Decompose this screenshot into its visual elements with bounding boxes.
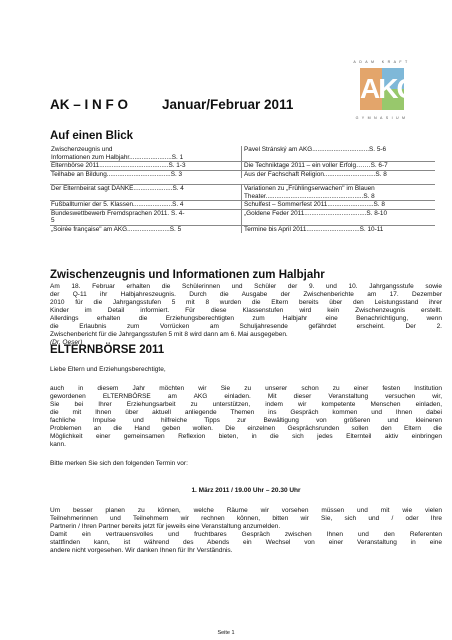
overview-cell-left: Zwischenzeugnis und	[50, 146, 242, 154]
text-line: andere nicht vorgesehen. Wir danken Ihnen für Ihr Verständnis.	[50, 547, 233, 554]
overview-cell-left: 5	[50, 217, 242, 225]
text-line: die Erlaubnis zum Vorrücken am Schuljahresende gefährdet erscheint. Der 2.	[50, 323, 442, 330]
section-zwischenzeugnis-body	[50, 283, 442, 347]
overview-row	[50, 225, 435, 234]
text-line: Damit ein vertrauensvolles und fruchtbares Gespräch zwischen Ihnen und den Referenten	[50, 531, 442, 538]
overview-row	[50, 193, 435, 201]
overview-cell-right: Variationen zu „Frühlingserwachen" im Blauen	[244, 185, 375, 192]
text-line: fachliche Impulse und hilfreiche Tipps zur Bewältigung von größeren und kleineren	[50, 417, 442, 424]
text-line: der Q-11 ihr Halbjahreszeugnis. Durch die Ausgabe der Zwischenberichte am 17. Dezember	[50, 291, 442, 298]
overview-cell-right: Termine bis April 2011..............................S. 10-11	[244, 225, 384, 233]
overview-row	[50, 209, 435, 218]
overview-cell-left: Der Elternbeirat sagt DANKE......................S. 4	[50, 185, 242, 193]
text-line: die mit Ihnen über aktuell anliegende Themen ins Gespräch kommen und Ihnen dabei	[50, 409, 442, 416]
overview-cell-right: Aus der Fachschaft Religion.............................S. 8	[244, 170, 387, 178]
overview-cell-left: Elternbörse 2011.......................................S. 1-3	[50, 162, 242, 170]
overview-cell-right: Die Techniktage 2011 – ein voller Erfolg…….S. 6-7	[244, 162, 388, 169]
section-elternboerse-closing	[50, 507, 442, 555]
overview-row	[50, 170, 435, 179]
text-line: kann.	[50, 441, 66, 448]
newsletter-name: AK – I N F O	[50, 97, 129, 112]
text-line: Kinder im Detail informiert. Für diese Klassenstufen wird kein Zwischenzeugnis erstellt.	[50, 307, 442, 314]
overview-cell-left: „Soirée française" am AKG........................S. 5	[50, 226, 242, 234]
logo-letters: AKG	[360, 73, 417, 104]
section-elternboerse-body	[50, 385, 442, 449]
text-line: auch in diesem Jahr möchten wir Sie zu unserer schon zu einer festen Institution	[50, 385, 442, 392]
text-line: Sie bei Ihrer Erziehungsarbeit zu unterstützen, indem wir kompetente Menschen einladen,	[50, 401, 442, 408]
overview-row	[50, 146, 435, 154]
text-line: Um besser planen zu können, welche Räume wir vorsehen müssen und mit wie vielen	[50, 507, 442, 514]
section-heading-zwischenzeugnis: Zwischenzeugnis und Informationen zum Halbjahr	[50, 269, 325, 281]
overview-row	[50, 184, 435, 193]
overview-cell-left	[50, 193, 242, 201]
text-line: Möglichkeit einer gemeinsamen Reflexion bieten, in die sich jedes Elternteil aktiv einbringen	[50, 433, 442, 440]
newsletter-issue: Januar/Februar 2011	[162, 97, 294, 112]
overview-cell-right: Pavel Stránský am AKG................................S. 5-6	[244, 146, 387, 153]
overview-cell-left: Bundeswettbewerb Fremdsprachen 2011. S. 4-	[50, 210, 242, 218]
overview-cell-left: Teilhabe an Bildung....................................S. 3	[50, 171, 242, 179]
overview-cell-left: Fußballturnier der 5. Klassen......................S. 4	[50, 201, 242, 209]
greeting: Liebe Eltern und Erziehungsberechtigte,	[50, 366, 166, 373]
overview-row	[50, 200, 435, 209]
logo-top-text: ADAM KRAFT	[353, 60, 411, 64]
event-date: 1. März 2011 / 19.00 Uhr – 20.30 Uhr	[191, 487, 301, 494]
school-logo	[346, 60, 418, 120]
logo-mark	[360, 68, 417, 110]
text-line: gewordenen ELTERNBÖRSE am AKG einladen. Mit dieser Veranstaltung versuchen wir,	[50, 393, 442, 400]
text-line: Teilnehmerinnen und Teilnehmern wir rechnen können, bitten wir Sie, sich und / oder Ihre	[50, 515, 442, 522]
text-line: Zwischenbericht für die Jahrgangsstufen 5 mit 8 wird dann am 6. Mai ausgegeben.	[50, 331, 288, 338]
logo-bottom-text: GYMNASIUM	[355, 116, 409, 120]
overview-cell-left: Informationen zum Halbjahr........................S. 1	[50, 154, 242, 162]
overview-row	[50, 217, 435, 225]
text-line: stattfinden kann, ist während des Abends ein Wechsel von einer Veranstaltung in eine	[50, 539, 442, 546]
newsletter-title	[50, 97, 293, 112]
overview-row	[50, 154, 435, 162]
text-line: Allerdings erhalten die Erziehungsberechtigten zum Halbjahr eine Benachrichtigung, wenn	[50, 315, 442, 322]
page-number: Seite 1	[217, 630, 235, 636]
overview-cell-right	[242, 154, 434, 162]
overview-cell-right: Schulfest – Sommerfest 2011..........................S. 8	[244, 201, 385, 208]
text-line: Am 18. Februar erhalten die Schülerinnen und Schüler der 9. und 10. Jahrgangsstufe sowie	[50, 283, 442, 290]
text-line: Partnerin / Ihren Partner bereits jetzt für jeweils eine Veranstaltung anzumelden.	[50, 523, 281, 530]
text-line: Problemen an die Hand geben wollen. Die einzelnen Gesprächsrunden sollen den Eltern die	[50, 425, 442, 432]
overview-cell-right	[242, 217, 434, 225]
overview-cell-right: „Goldene Feder 2011...................................S. 8-10	[244, 209, 388, 217]
overview-heading: Auf einen Blick	[50, 130, 134, 142]
section-heading-elternboerse: ELTERNBÖRSE 2011	[50, 344, 165, 356]
overview-row	[50, 161, 435, 170]
text-line: 2010 für die Jahrgangsstufen 5 mit 8 wurden die Eltern bereits über den Leistungsstand ihrer	[50, 299, 442, 306]
overview-table	[50, 146, 435, 233]
author: (Dr. Oeser)	[50, 339, 83, 346]
note: Bitte merken Sie sich den folgenden Termin vor:	[50, 460, 188, 467]
overview-cell-right: Theater.......................................................S. 8	[244, 192, 375, 200]
